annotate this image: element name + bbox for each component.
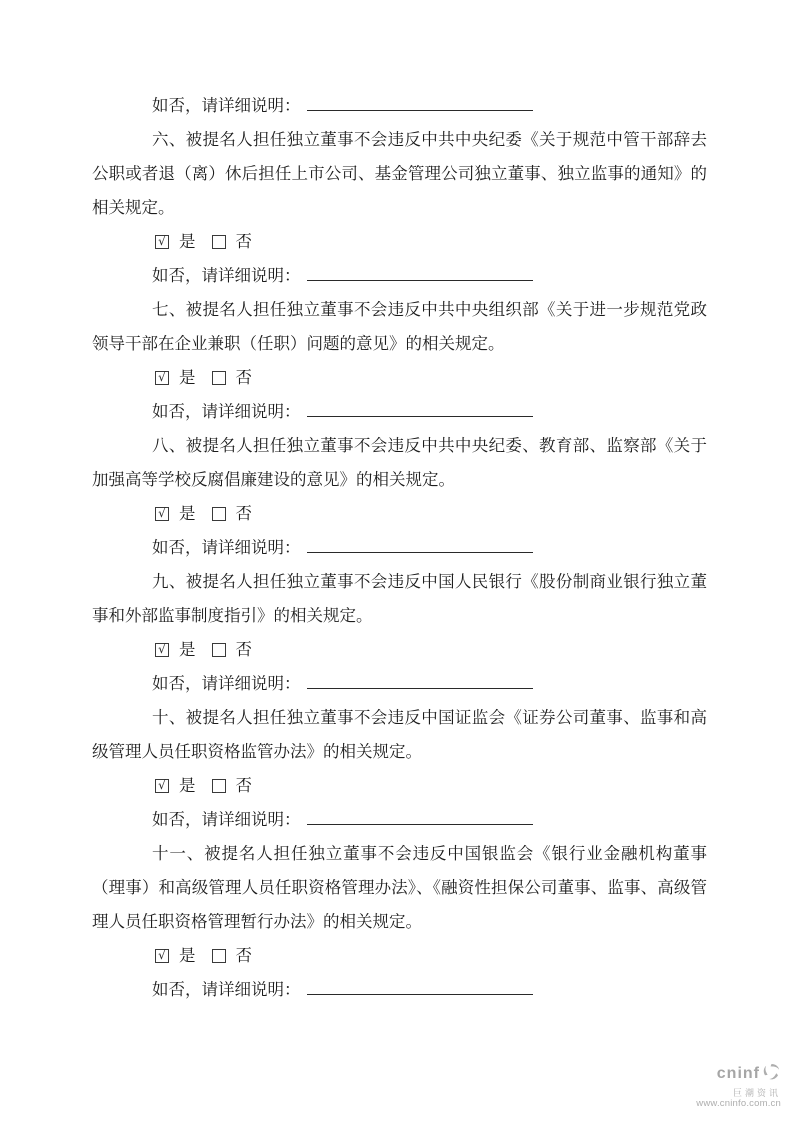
fill-in-blank[interactable] (307, 979, 533, 995)
no-label: 否 (235, 776, 252, 795)
statement-section-10: 十、被提名人担任独立董事不会违反中国证监会《证券公司董事、监事和高级管理人员任职资格监管办法》的相关规定。 (92, 708, 707, 761)
check-mark-icon: √ (158, 642, 166, 656)
no-checkbox-unchecked[interactable] (212, 507, 226, 521)
fill-in-blank[interactable] (307, 401, 533, 417)
no-checkbox-unchecked[interactable] (212, 779, 226, 793)
detail-prompt-label: 如否，请详细说明： (152, 266, 301, 285)
detail-prompt (92, 667, 707, 701)
no-label: 否 (235, 504, 252, 523)
check-mark-icon: √ (158, 948, 166, 962)
detail-prompt (92, 259, 707, 293)
yes-no-row-section-10 (92, 769, 707, 803)
detail-prompt-label: 如否，请详细说明： (152, 980, 301, 999)
no-checkbox-unchecked[interactable] (212, 643, 226, 657)
yes-checkbox-checked[interactable] (155, 507, 169, 521)
yes-label: 是 (179, 946, 196, 965)
no-label: 否 (235, 946, 252, 965)
detail-prompt (92, 531, 707, 565)
no-label: 否 (235, 368, 252, 387)
cninfo-cn-name: 巨潮资讯 (732, 1087, 781, 1098)
statement-section-8: 八、被提名人担任独立董事不会违反中共中央纪委、教育部、监察部《关于加强高等学校反腐倡廉建设的意见》的相关规定。 (92, 436, 707, 489)
check-mark-icon: √ (158, 370, 166, 384)
detail-prompt (92, 973, 707, 1007)
detail-prompt-label: 如否，请详细说明： (152, 674, 301, 693)
cninfo-brand-text: cninf (716, 1065, 760, 1083)
yes-checkbox-checked[interactable] (155, 779, 169, 793)
detail-prompt-label: 如否，请详细说明： (152, 402, 301, 421)
detail-prompt (92, 89, 707, 123)
yes-no-row-section-8 (92, 497, 707, 531)
yes-no-row-section-11 (92, 939, 707, 973)
cninfo-swirl-icon (762, 1062, 781, 1086)
yes-checkbox-checked[interactable] (155, 643, 169, 657)
no-checkbox-unchecked[interactable] (212, 371, 226, 385)
cninfo-watermark (696, 1062, 781, 1110)
fill-in-blank[interactable] (307, 673, 533, 689)
check-mark-icon: √ (158, 778, 166, 792)
no-checkbox-unchecked[interactable] (212, 949, 226, 963)
no-label: 否 (235, 640, 252, 659)
fill-in-blank[interactable] (307, 95, 533, 111)
yes-label: 是 (179, 776, 196, 795)
yes-checkbox-checked[interactable] (155, 949, 169, 963)
yes-label: 是 (179, 640, 196, 659)
yes-checkbox-checked[interactable] (155, 371, 169, 385)
check-mark-icon: √ (158, 506, 166, 520)
statement-section-6: 六、被提名人担任独立董事不会违反中共中央纪委《关于规范中管干部辞去公职或者退（离）休后担任上市公司、基金管理公司独立董事、独立监事的通知》的相关规定。 (92, 130, 707, 217)
yes-checkbox-checked[interactable] (155, 235, 169, 249)
detail-prompt (92, 803, 707, 837)
fill-in-blank[interactable] (307, 809, 533, 825)
yes-no-row-section-6 (92, 225, 707, 259)
detail-prompt-label: 如否，请详细说明： (152, 810, 301, 829)
yes-no-row-section-9 (92, 633, 707, 667)
yes-label: 是 (179, 232, 196, 251)
cninfo-url: www.cninfo.com.cn (696, 1098, 781, 1110)
detail-prompt-label: 如否，请详细说明： (152, 96, 301, 115)
detail-prompt-label: 如否，请详细说明： (152, 538, 301, 557)
check-mark-icon: √ (158, 234, 166, 248)
document-content (92, 89, 707, 1007)
fill-in-blank[interactable] (307, 265, 533, 281)
statement-section-9: 九、被提名人担任独立董事不会违反中国人民银行《股份制商业银行独立董事和外部监事制度指引》的相关规定。 (92, 572, 707, 625)
statement-section-7: 七、被提名人担任独立董事不会违反中共中央组织部《关于进一步规范党政领导干部在企业兼职（任职）问题的意见》的相关规定。 (92, 300, 707, 353)
yes-label: 是 (179, 504, 196, 523)
no-label: 否 (235, 232, 252, 251)
yes-no-row-section-7 (92, 361, 707, 395)
statement-section-11: 十一、被提名人担任独立董事不会违反中国银监会《银行业金融机构董事（理事）和高级管理人员任职资格管理办法》、《融资性担保公司董事、监事、高级管理人员任职资格管理暂行办法》的相关规定。 (92, 844, 707, 931)
yes-label: 是 (179, 368, 196, 387)
no-checkbox-unchecked[interactable] (212, 235, 226, 249)
detail-prompt (92, 395, 707, 429)
cninfo-logo-row (696, 1062, 781, 1086)
fill-in-blank[interactable] (307, 537, 533, 553)
